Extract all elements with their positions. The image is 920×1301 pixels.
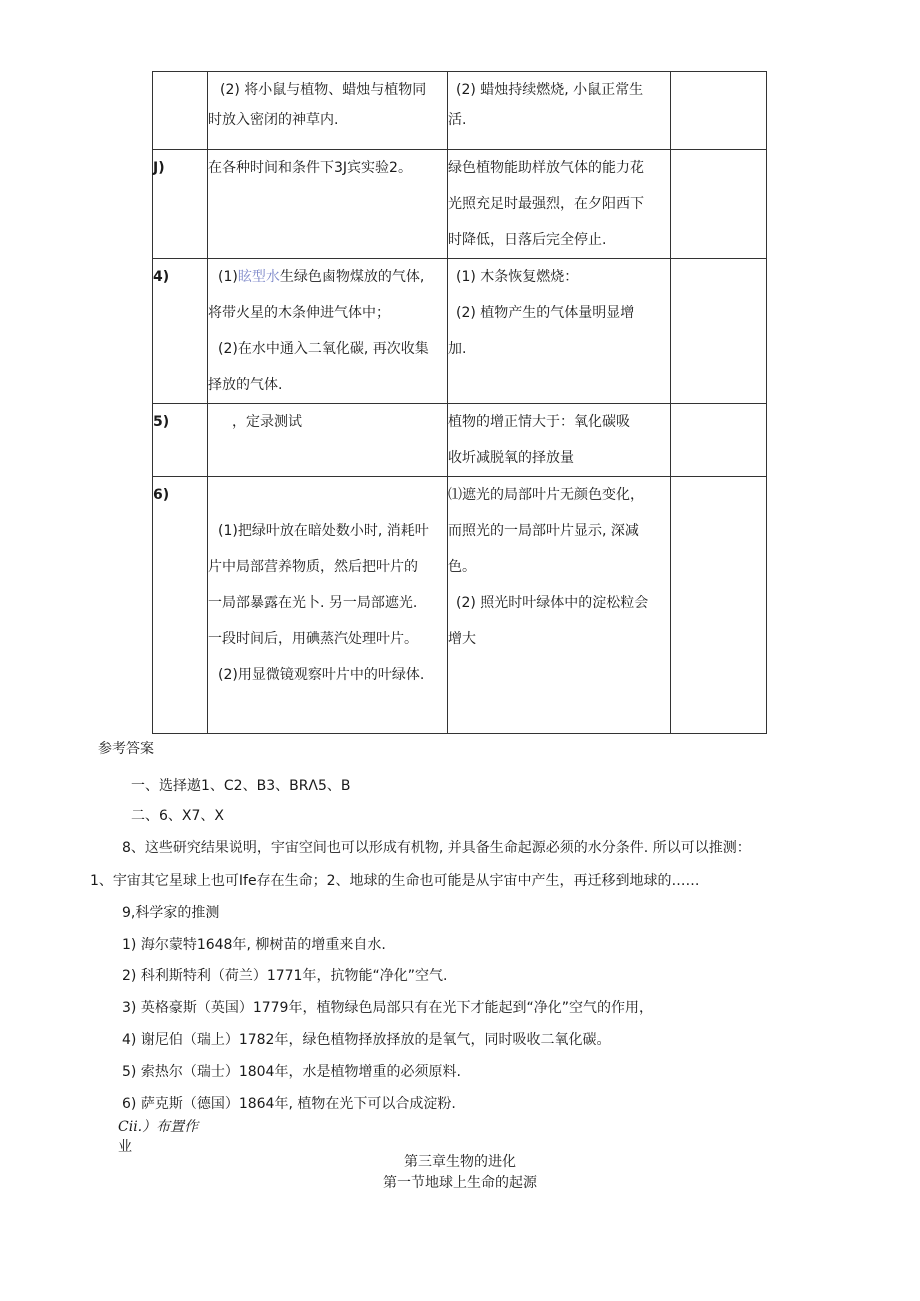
experiment-table — [152, 71, 767, 734]
method-line: ，定录测试 — [232, 414, 302, 430]
method-line: 片中局部营养物质，然后把叶片的 — [208, 559, 418, 575]
result-line: 色。 — [448, 559, 476, 575]
method-line: 择放的气体. — [208, 377, 283, 393]
answer-line: 1、宇宙其它星球上也可Ife存在生命；2、地球的生命也可能是从宇宙中产生，再迁移到地球的…… — [90, 873, 700, 889]
method-line: 一段时间后，用碘蒸汽处理叶片。 — [208, 631, 418, 647]
answer-line: 2) 科利斯特利（荷兰）1771年，抗物能“净化”空气. — [122, 968, 448, 984]
row-number-cell: 4) — [153, 259, 208, 404]
answer-line: 业 — [118, 1139, 132, 1155]
answer-line: Cii.）布置作 — [118, 1119, 199, 1135]
method-line: 一局部暴露在光卜. 另一局部遮光. — [208, 595, 418, 611]
result-cell — [448, 72, 671, 150]
result-cell — [448, 150, 671, 259]
result-cell — [448, 477, 671, 734]
result-line: 而照光的一局部叶片显示, 深减 — [448, 523, 639, 539]
result-line: 植物的增正情大于：氧化碳吸 — [448, 414, 630, 430]
result-line: (1) 木条恢复燃烧： — [456, 269, 579, 285]
result-line: (2) 蜡烛持续燃烧, 小鼠正常生 — [456, 82, 644, 98]
answer-heading: 参考答案 — [98, 741, 154, 757]
result-cell — [448, 404, 671, 477]
method-line: (2) 将小鼠与植物、蜡烛与植物同 — [220, 82, 427, 98]
method-line: (2)用显微镜观察叶片中的叶绿体. — [218, 667, 425, 683]
result-line: 活. — [448, 112, 467, 128]
result-line: 时降低，日落后完全停止. — [448, 232, 607, 248]
chapter-title: 第三章生物的进化 — [404, 1154, 516, 1170]
answer-line: 5) 索热尔（瑞士）1804年，水是植物增重的必须原料. — [122, 1064, 461, 1080]
table-row — [153, 150, 767, 259]
empty-cell — [671, 404, 767, 477]
method-line: 将带火星的木条伸进气体中； — [208, 305, 390, 321]
result-line: 绿色植物能助样放气体的能力花 — [448, 160, 644, 176]
empty-cell — [671, 477, 767, 734]
method-line: 时放入密闭的神草内. — [208, 112, 339, 128]
section-title: 第一节地球上生命的起源 — [383, 1175, 537, 1191]
empty-cell — [671, 259, 767, 404]
method-line: 在各种时间和条件下3J宾实验2。 — [208, 160, 412, 176]
answer-line: 1) 海尔蒙特1648年, 柳树苗的增重来自水. — [122, 937, 386, 953]
method-line: (1)把绿叶放在暗处数小时, 消耗叶 — [218, 523, 429, 539]
answer-line: 一、选择遨1、C2、B3、BRΛ5、B — [131, 778, 351, 794]
answer-line: 9,科学家的推测 — [122, 905, 220, 921]
result-line: (2) 植物产生的气体量明显增 — [456, 305, 635, 321]
answer-line: 二、6、X7、X — [131, 808, 224, 824]
result-line: 增大 — [448, 631, 476, 647]
answer-line: 8、这些研究结果说明，宇宙空间也可以形成有机物, 并具备生命起源必须的水分条件. 所以可以推测： — [122, 840, 751, 856]
method-cell — [208, 150, 448, 259]
result-line: 光照充足时最强烈，在夕阳西下 — [448, 196, 644, 212]
table-row — [153, 72, 767, 150]
answer-line: 6) 萨克斯（德国）1864年, 植物在光下可以合成淀粉. — [122, 1096, 456, 1112]
row-number-cell — [153, 72, 208, 150]
row-number-cell: J) — [153, 150, 208, 259]
table-row — [153, 404, 767, 477]
empty-cell — [671, 150, 767, 259]
result-line: ⑴遮光的局部叶片无颜色变化， — [448, 487, 644, 503]
method-line: (1)眩型水生绿色鹵物煤放的气体, — [218, 269, 425, 285]
table-row — [153, 477, 767, 734]
table-row — [153, 259, 767, 404]
empty-cell — [671, 72, 767, 150]
row-number-cell: 5) — [153, 404, 208, 477]
result-cell — [448, 259, 671, 404]
answer-line: 3) 英格豪斯（英国）1779年，植物绿色局部只有在光下才能起到“净化”空气的作用， — [122, 1000, 653, 1016]
method-cell — [208, 404, 448, 477]
method-cell — [208, 72, 448, 150]
method-cell — [208, 259, 448, 404]
answer-line: 4) 谢尼伯（瑞上）1782年，绿色植物择放择放的是氧气，同时吸收二氧化碳。 — [122, 1032, 611, 1048]
result-line: 加. — [448, 341, 467, 357]
result-line: (2) 照光时叶绿体中的淀松粒会 — [456, 595, 649, 611]
row-number-cell: 6) — [153, 477, 208, 734]
method-line: (2)在水中通入二氧化碳, 再次收集 — [218, 341, 429, 357]
method-cell — [208, 477, 448, 734]
result-line: 收圻减脱氧的择放量 — [448, 450, 574, 466]
